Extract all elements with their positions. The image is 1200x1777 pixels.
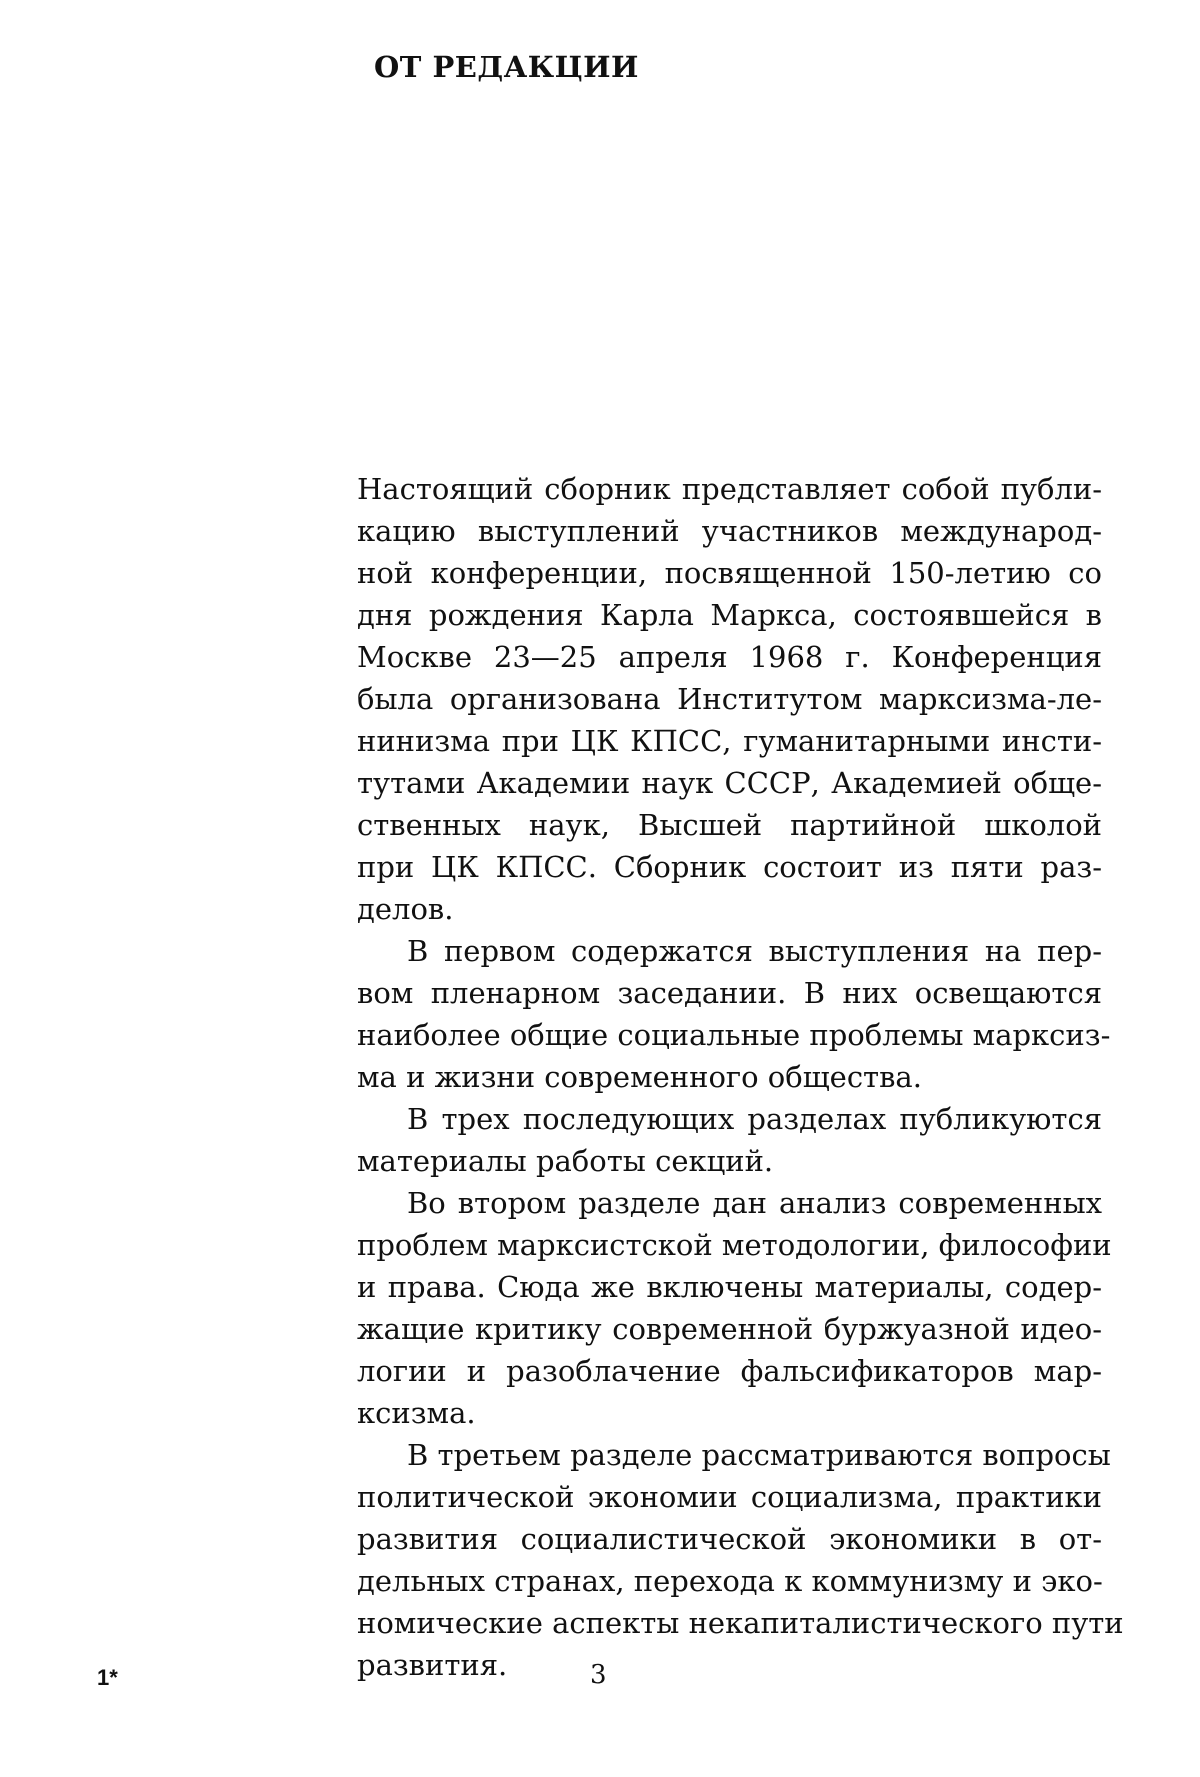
text-line: тутами Академии наук СССР, Академией обще- bbox=[357, 766, 1102, 800]
text-line: ксизма. bbox=[357, 1396, 476, 1430]
paragraph bbox=[357, 1182, 1112, 1434]
text-line: В первом содержатся выступления на пер- bbox=[407, 934, 1102, 968]
paragraph bbox=[357, 1434, 1124, 1686]
text-line: наиболее общие социальные проблемы марксиз- bbox=[357, 1018, 1111, 1052]
text-line: ной конференции, посвященной 150-летию со bbox=[357, 556, 1102, 590]
text-line: жащие критику современной буржуазной идео- bbox=[357, 1312, 1102, 1346]
text-line: при ЦК КПСС. Сборник состоит из пяти раз- bbox=[357, 850, 1102, 884]
page-number: 3 bbox=[590, 1660, 607, 1690]
paragraph bbox=[357, 468, 1102, 930]
page-title: ОТ РЕДАКЦИИ bbox=[374, 50, 639, 84]
signature-mark: 1* bbox=[97, 1665, 118, 1690]
text-line: ственных наук, Высшей партийной школой bbox=[357, 808, 1102, 842]
text-line: дельных странах, перехода к коммунизму и эко- bbox=[357, 1564, 1103, 1598]
text-line: вом пленарном заседании. В них освещаются bbox=[357, 976, 1102, 1010]
paragraph bbox=[357, 930, 1111, 1098]
text-line: Во втором разделе дан анализ современных bbox=[407, 1186, 1102, 1220]
text-line: политической экономии социализма, практики bbox=[357, 1480, 1102, 1514]
text-line: номические аспекты некапиталистического пути bbox=[357, 1606, 1124, 1640]
text-line: проблем марксистской методологии, философии bbox=[357, 1228, 1112, 1262]
text-line: кацию выступлений участников международ- bbox=[357, 514, 1102, 548]
text-line: В трех последующих разделах публикуются bbox=[407, 1102, 1102, 1136]
text-line: делов. bbox=[357, 892, 454, 926]
text-line: развития социалистической экономики в от- bbox=[357, 1522, 1102, 1556]
text-line: и права. Сюда же включены материалы, содер- bbox=[357, 1270, 1102, 1304]
text-line: нинизма при ЦК КПСС, гуманитарными инсти- bbox=[357, 724, 1102, 758]
text-line: Настоящий сборник представляет собой публи- bbox=[357, 472, 1102, 506]
text-line: Москве 23—25 апреля 1968 г. Конференция bbox=[357, 640, 1102, 674]
text-line: В третьем разделе рассматриваются вопросы bbox=[407, 1438, 1111, 1472]
text-line: ма и жизни современного общества. bbox=[357, 1060, 922, 1094]
text-line: развития. bbox=[357, 1648, 508, 1682]
text-line: логии и разоблачение фальсификаторов мар- bbox=[357, 1354, 1102, 1388]
paragraph bbox=[357, 1098, 1102, 1182]
body-text bbox=[357, 468, 1124, 1686]
text-line: материалы работы секций. bbox=[357, 1144, 774, 1178]
text-line: дня рождения Карла Маркса, состоявшейся в bbox=[357, 598, 1102, 632]
text-line: была организована Институтом марксизма-ле- bbox=[357, 682, 1102, 716]
